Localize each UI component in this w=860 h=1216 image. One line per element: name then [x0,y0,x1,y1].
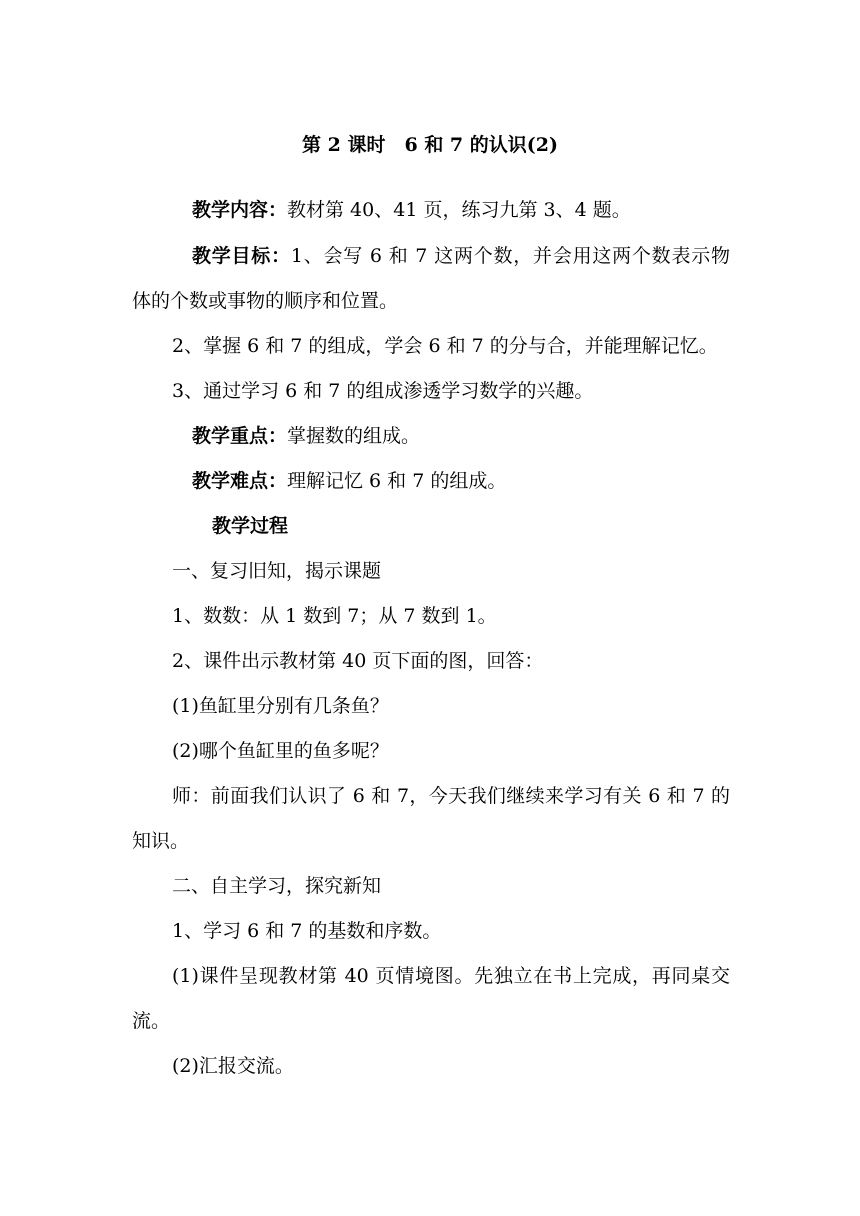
section-1-heading: 一、复习旧知，揭示课题 [172,560,382,582]
difficulty-label: 教学难点： [192,470,288,492]
teacher-line-1: 师：前面我们认识了 6 和 7，今天我们继续来学习有关 6 和 7 的 [172,785,730,807]
process-heading: 教学过程 [212,515,289,537]
section-1-item-1: 1、数数：从 1 数到 7；从 7 数到 1。 [172,605,497,627]
section-2-sub-2: (2)汇报交流。 [172,1055,294,1077]
objective-1-text: 1、会写 6 和 7 这两个数，并会用这两个数表示物 [290,245,730,267]
section-2-heading: 二、自主学习，探究新知 [172,875,382,897]
teaching-objectives-line [192,241,730,271]
section-2-sub-1-line-2: 流。 [132,1010,171,1032]
section-1-question-1: (1)鱼缸里分别有几条鱼？ [172,695,389,717]
teaching-content-label: 教学内容： [192,199,288,221]
difficulty-text: 理解记忆 6 和 7 的组成。 [287,470,507,492]
section-1-question-2: (2)哪个鱼缸里的鱼多呢？ [172,740,389,762]
teaching-objectives-label: 教学目标： [192,245,291,267]
key-point-label: 教学重点： [192,425,288,447]
key-point-text: 掌握数的组成。 [287,425,421,447]
objective-3: 3、通过学习 6 和 7 的组成渗透学习数学的兴趣。 [172,380,594,402]
section-2-item-1: 1、学习 6 和 7 的基数和序数。 [172,920,442,942]
lesson-title: 第 2 课时 6 和 7 的认识(2) [302,134,558,156]
key-point-line [192,421,420,451]
difficulty-line [192,466,506,496]
section-2-sub-1-line-1: (1)课件呈现教材第 40 页情境图。先独立在书上完成，再同桌交 [172,965,730,987]
teaching-content-text: 教材第 40、41 页，练习九第 3、4 题。 [287,199,631,221]
objective-2: 2、掌握 6 和 7 的组成，学会 6 和 7 的分与合，并能理解记忆。 [172,335,718,357]
objective-1-continuation: 体的个数或事物的顺序和位置。 [132,290,399,312]
section-1-item-2: 2、课件出示教材第 40 页下面的图，回答： [172,650,544,672]
teacher-line-2: 知识。 [132,830,190,852]
teaching-content-line [192,195,631,225]
